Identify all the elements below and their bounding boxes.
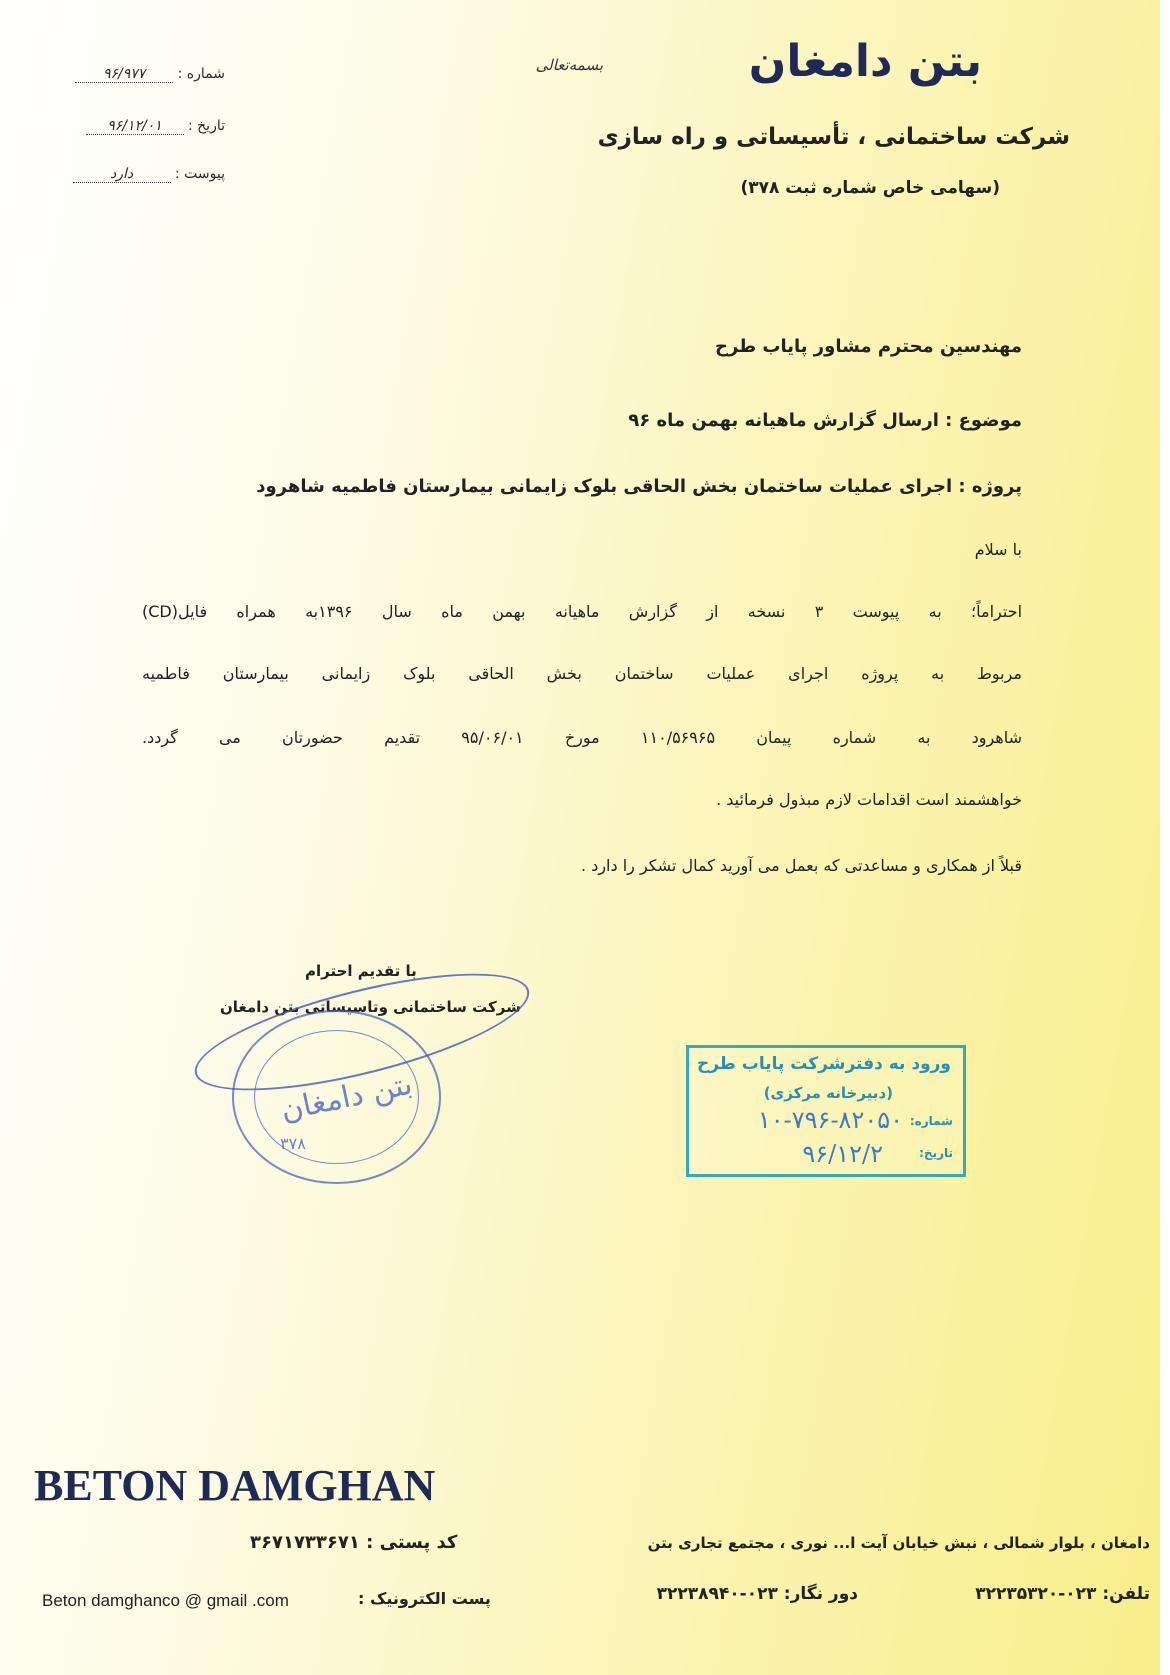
letter-attachment-value: دارد (73, 166, 171, 183)
registration-stamp-date-label: تاریخ: (919, 1146, 953, 1160)
company-name: بتن دامغان (748, 36, 982, 87)
footer-fax (657, 1584, 858, 1604)
registration-stamp-number-label: شماره: (909, 1114, 953, 1128)
signature-company: شرکت ساختمانی وتاسیساتی بتن دامغان (220, 998, 521, 1016)
postal-code-value: ۳۶۷۱۷۳۳۶۷۱ (250, 1532, 360, 1553)
registration-stamp-date-value: ۹۶/۱۲/۲ (802, 1140, 883, 1168)
bismillah: بسمه‌تعالی (535, 56, 603, 74)
company-seal-number: ۳۷۸ (280, 1134, 306, 1153)
letter-date (86, 118, 225, 135)
letter-number (75, 66, 225, 83)
fax-label: دور نگار: (783, 1584, 858, 1604)
footer-email-value: Beton damghanco @ gmail .com (42, 1591, 289, 1610)
registration-stamp-number-value: ۱۰-۷۹۶-۸۲۰۵۰ (757, 1106, 903, 1134)
closing-phrase: با تقدیم احترام (305, 962, 417, 980)
subject-line: موضوع : ارسال گزارش ماهیانه بهمن ماه ۹۶ (628, 410, 1022, 431)
letter-date-label: تاریخ : (187, 118, 225, 134)
footer-postal-code (250, 1532, 457, 1553)
postal-code-label: کد پستی : (366, 1532, 458, 1553)
body-paragraph-line-5: قبلاً از همکاری و مساعدتی که بعمل می آورید کمال تشکر را دارد . (581, 856, 1022, 875)
registration-stamp-title: ورود به دفترشرکت پایاب طرح (696, 1054, 951, 1074)
registration-stamp-subtitle: (دبیرخانه مرکزی) (763, 1084, 893, 1102)
company-seal-text: بتن دامغان (277, 1066, 416, 1129)
recipient-line: مهندسین محترم مشاور پایاب طرح (715, 336, 1022, 357)
body-paragraph-line-4: خواهشمند است اقدامات لازم مبذول فرمائید . (716, 790, 1022, 809)
footer-email-label: پست الکترونیک : (358, 1589, 491, 1608)
company-registration: (سهامی خاص شماره ثبت ۳۷۸) (740, 178, 1000, 198)
letter-attachment (73, 166, 225, 183)
fax-value: ۰۲۳-۳۲۲۳۸۹۴۰ (656, 1584, 778, 1604)
project-line: پروژه : اجرای عملیات ساختمان بخش الحاقی بلوک زایمانی بیمارستان فاطمیه شاهرود (256, 476, 1022, 497)
letter-date-value: ۹۶/۱۲/۰۱ (86, 118, 184, 135)
phone-label: تلفن: (1102, 1584, 1150, 1604)
body-paragraph-line-3: شاهرود به شماره پیمان ۱۱۰/۵۶۹۶۵ مورخ ۹۵/۰۶/۰۱ تقدیم حضورتان می گردد. (142, 728, 1022, 747)
footer-phone (975, 1584, 1150, 1604)
body-paragraph-line-2: مربوط به پروژه اجرای عملیات ساختمان بخش الحاقی بلوک زایمانی بیمارستان فاطمیه (142, 664, 1022, 683)
footer-address: دامغان ، بلوار شمالی ، نبش خیابان آیت ا... نوری ، مجتمع تجاری بتن (647, 1534, 1150, 1552)
brand-latin: BETON DAMGHAN (34, 1461, 436, 1510)
page-edge (1160, 0, 1170, 1675)
company-type: شرکت ساختمانی ، تأسیساتی و راه سازی (597, 124, 1070, 150)
letter-attachment-label: پیوست : (175, 166, 225, 182)
letter-number-value: ۹۶/۹۷۷ (75, 66, 173, 83)
registration-stamp (686, 1045, 966, 1177)
letter-number-label: شماره : (177, 66, 225, 82)
phone-value: ۰۲۳-۳۲۲۳۵۳۲۰ (975, 1584, 1097, 1604)
body-paragraph-line-1: احتراماً؛ به پیوست ۳ نسخه از گزارش ماهیانه بهمن ماه سال ۱۳۹۶به همراه فایل(CD) (142, 602, 1023, 621)
greeting: با سلام (974, 540, 1022, 559)
